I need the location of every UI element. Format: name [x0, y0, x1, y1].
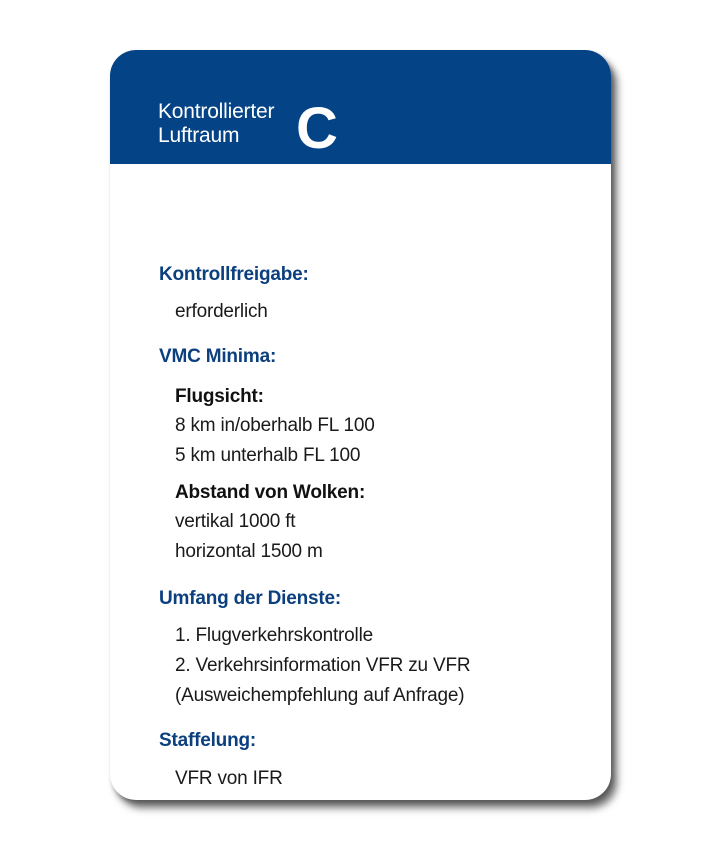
airspace-title — [158, 100, 274, 148]
services-line: 1. Flugverkehrskontrolle — [175, 625, 373, 646]
services-heading: Umfang der Dienste: — [159, 588, 342, 609]
services-line: (Ausweichempfehlung auf Anfrage) — [175, 685, 465, 706]
cloud-distance-line: horizontal 1500 m — [175, 541, 323, 562]
visibility-heading: Flugsicht: — [175, 386, 264, 407]
clearance-heading: Kontrollfreigabe: — [159, 264, 309, 285]
separation-heading: Staffelung: — [159, 730, 257, 751]
clearance-value — [175, 297, 268, 327]
airspace-title-line2: Luftraum — [158, 124, 240, 147]
separation-value — [175, 764, 283, 794]
services-line: 2. Verkehrsinformation VFR zu VFR — [175, 655, 471, 676]
vmc-heading: VMC Minima: — [159, 346, 277, 367]
separation-value-text: VFR von IFR — [175, 768, 283, 789]
clearance-value-text: erforderlich — [175, 301, 268, 322]
airspace-class-letter: C — [296, 96, 338, 161]
cloud-distance-values — [175, 507, 323, 567]
cloud-distance-heading: Abstand von Wolken: — [175, 482, 366, 503]
services-values — [175, 621, 470, 711]
cloud-distance-line: vertikal 1000 ft — [175, 511, 296, 532]
airspace-card — [110, 50, 611, 800]
card-header — [110, 50, 611, 164]
airspace-title-line1: Kontrollierter — [158, 100, 275, 123]
visibility-line: 8 km in/oberhalb FL 100 — [175, 415, 375, 436]
visibility-values — [175, 411, 375, 471]
visibility-line: 5 km unterhalb FL 100 — [175, 445, 361, 466]
